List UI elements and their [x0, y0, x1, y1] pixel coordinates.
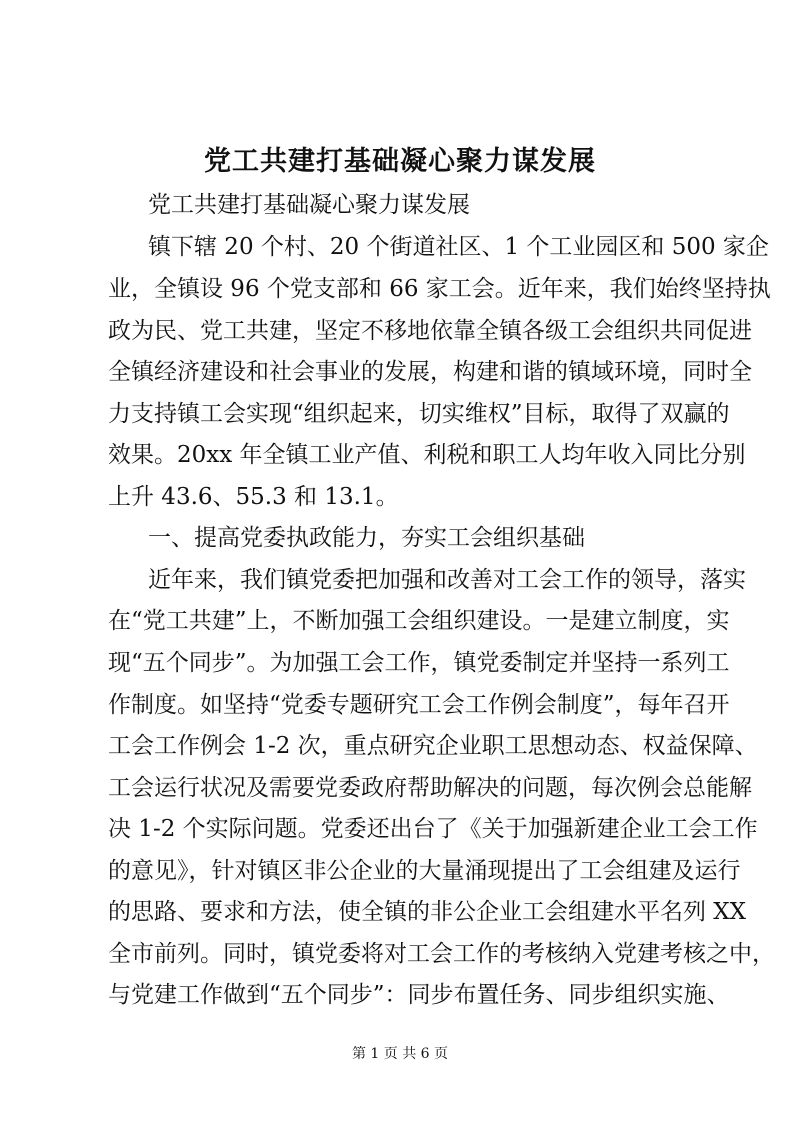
- body-line: 的意见》，针对镇区非公企业的大量涌现提出了工会组建及运行: [108, 858, 741, 884]
- body-line: 政为民、党工共建，坚定不移地依靠全镇各级工会组织共同促进: [108, 318, 752, 344]
- body-line: 近年来，我们镇党委把加强和改善对工会工作的领导，落实: [148, 567, 746, 593]
- page-number: 第 1 页 共 6 页: [351, 1046, 449, 1062]
- body-line: 的思路、要求和方法，使全镇的非公企业工会组建水平名列 XX: [108, 899, 747, 925]
- body-line: 效果。20xx 年全镇工业产值、利税和职工人均年收入同比分别: [108, 442, 746, 468]
- body-line: 工会运行状况及需要党委政府帮助解决的问题，每次例会总能解: [108, 775, 752, 801]
- body-line: 现“五个同步”。为加强工会工作，镇党委制定并坚持一系列工: [108, 650, 730, 676]
- document-title: 党工共建打基础凝心聚力谋发展: [204, 146, 596, 177]
- body-line: 工会工作例会 1-2 次，重点研究企业职工思想动态、权益保障、: [108, 733, 758, 759]
- section-heading: 一、提高党委执政能力，夯实工会组织基础: [148, 525, 585, 551]
- body-line: 镇下辖 20 个村、20 个街道社区、1 个工业园区和 500 家企: [148, 234, 769, 260]
- body-line: 业，全镇设 96 个党支部和 66 家工会。近年来，我们始终坚持执: [108, 276, 771, 302]
- body-line: 作制度。如坚持“党委专题研究工会工作例会制度”，每年召开: [108, 692, 730, 718]
- body-line: 上升 43.6、55.3 和 13.1。: [108, 484, 399, 510]
- body-line: 在“党工共建”上，不断加强工会组织建设。一是建立制度，实: [108, 608, 730, 634]
- body-line: 全镇经济建设和社会事业的发展，构建和谐的镇域环境，同时全: [108, 359, 752, 385]
- body-line: 力支持镇工会实现“组织起来，切实维权”目标，取得了双赢的: [108, 401, 730, 427]
- section-heading: 党工共建打基础凝心聚力谋发展: [148, 192, 470, 218]
- body-line: 与党建工作做到“五个同步”：同步布置任务、同步组织实施、: [108, 982, 730, 1008]
- body-line: 决 1-2 个实际问题。党委还出台了《关于加强新建企业工会工作: [108, 816, 758, 842]
- body-line: 全市前列。同时，镇党委将对工会工作的考核纳入党建考核之中，: [108, 941, 775, 967]
